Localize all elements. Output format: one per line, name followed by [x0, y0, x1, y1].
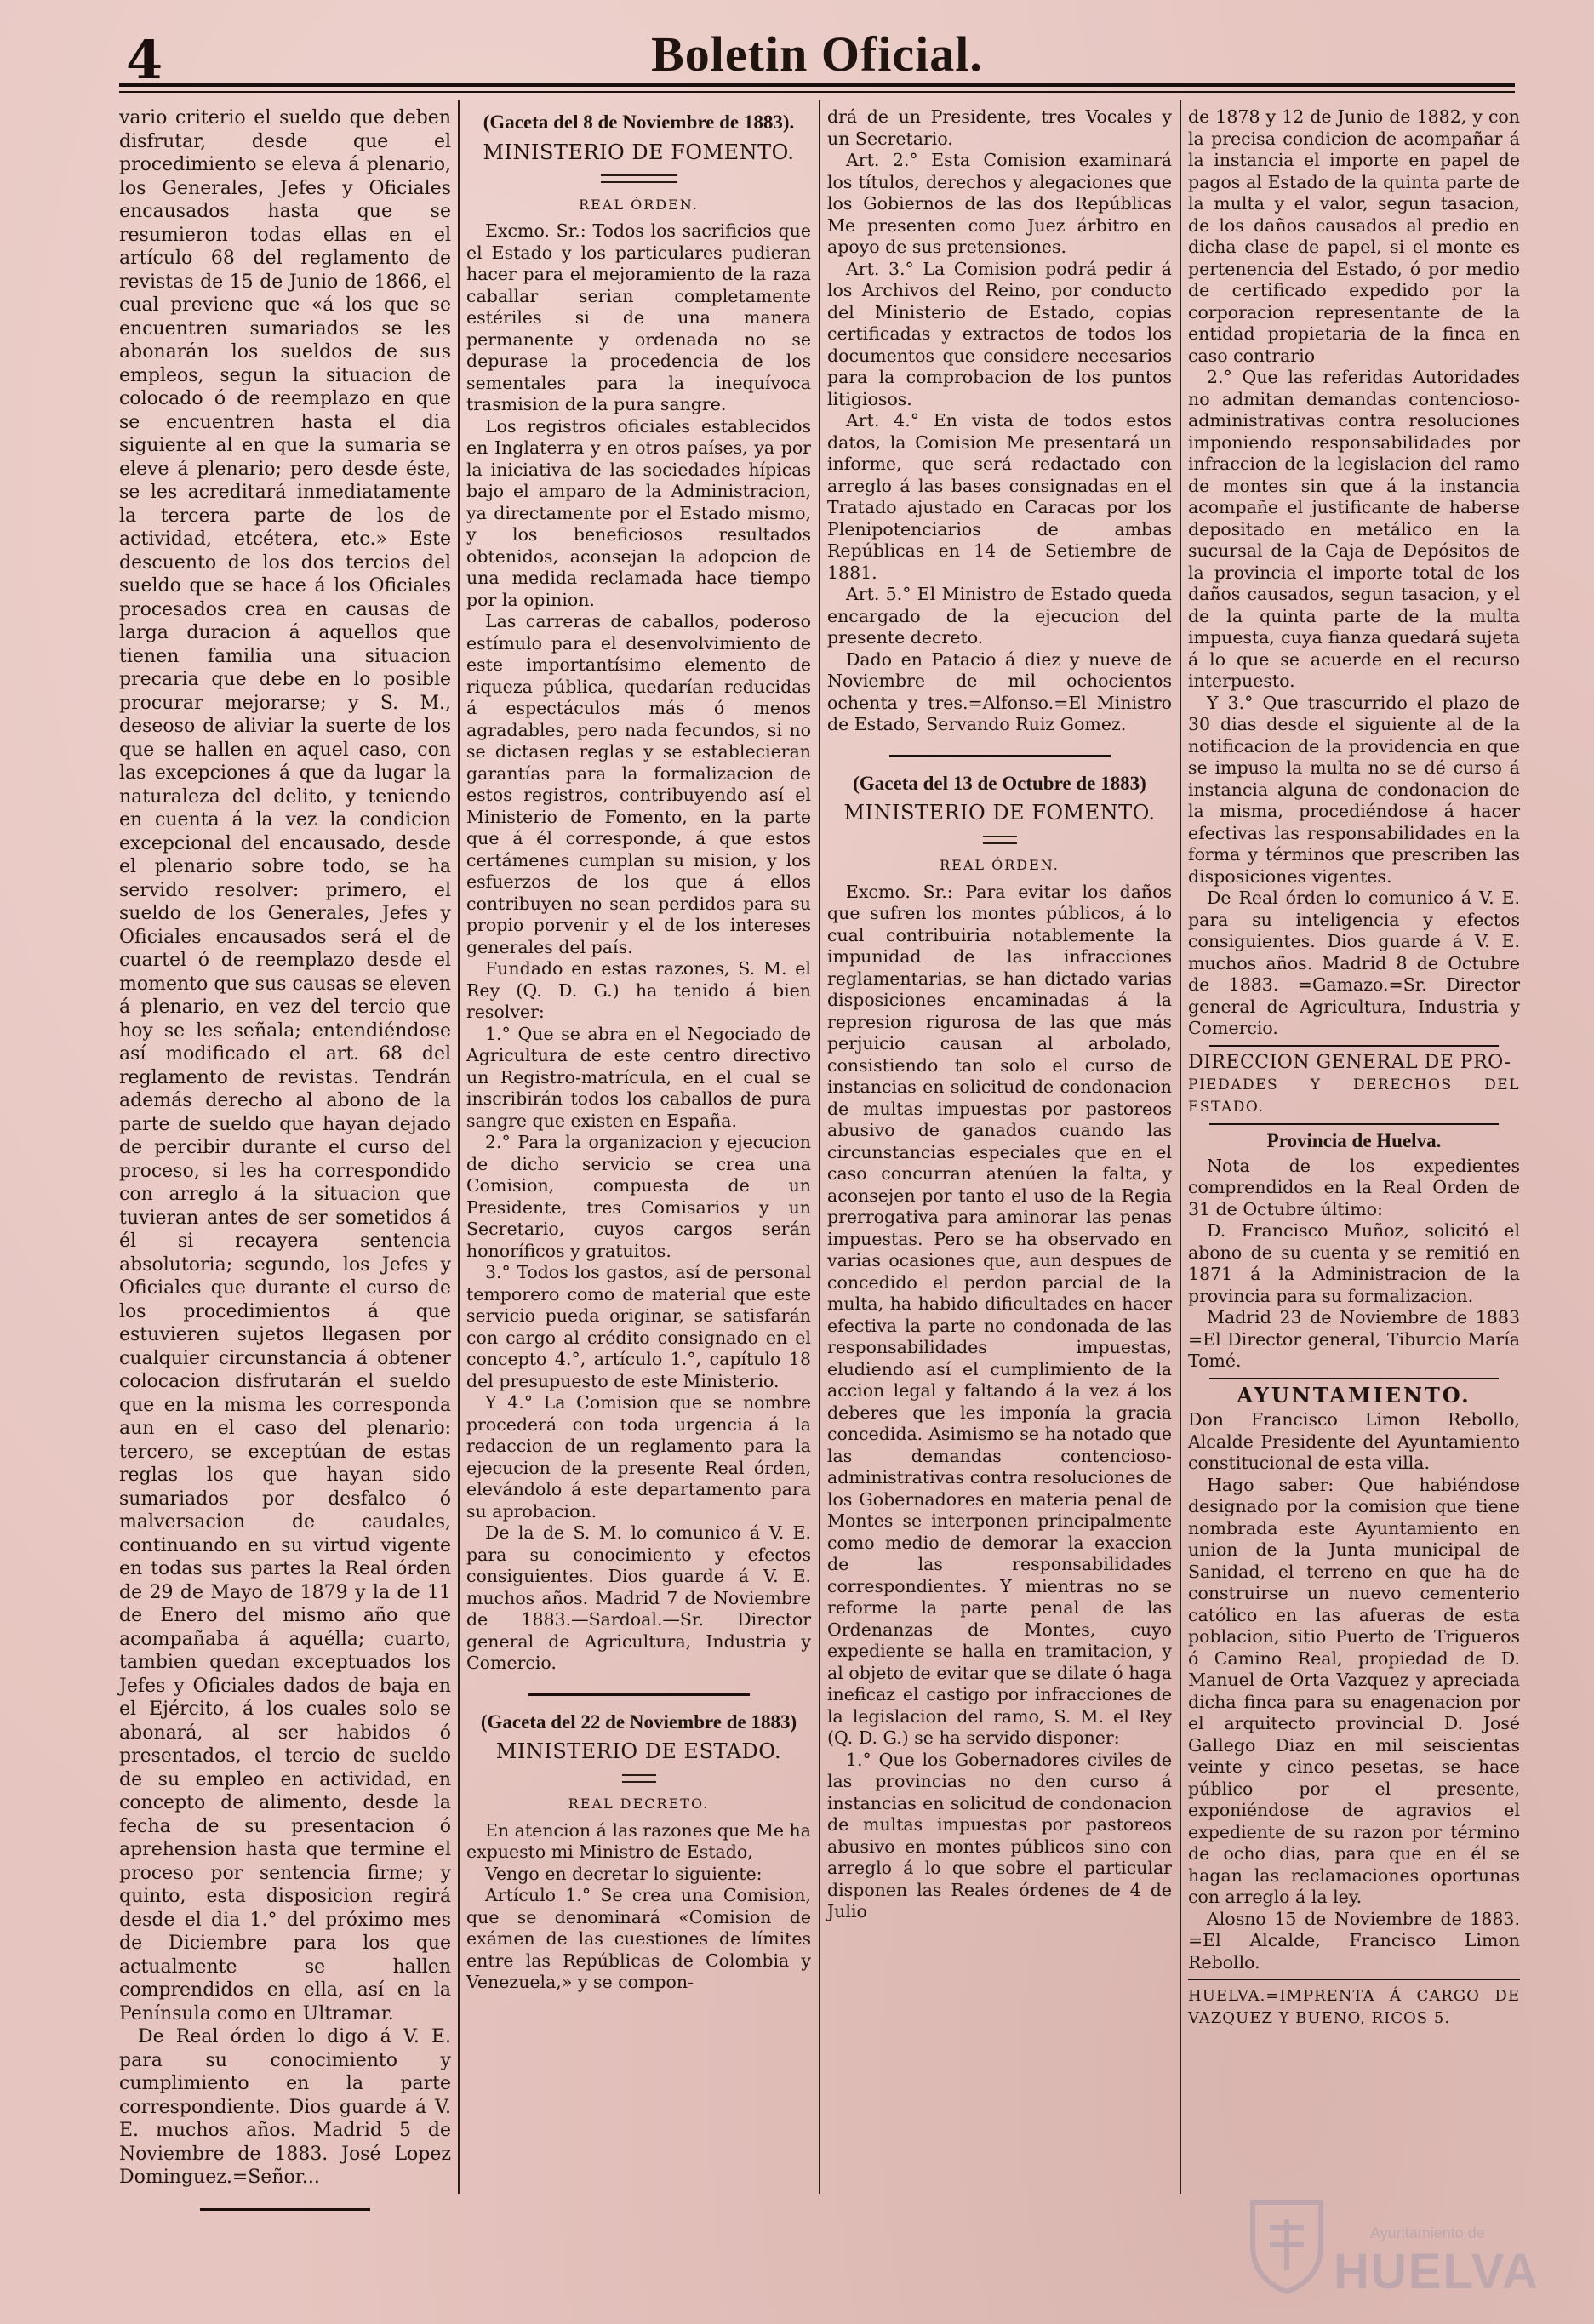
section-subheading: REAL ÓRDEN.	[579, 196, 699, 213]
ornament-rule	[466, 1767, 811, 1789]
paragraph: Madrid 23 de Noviembre de 1883 =El Director general, Tiburcio María Tomé.	[1188, 1307, 1520, 1371]
section-separator	[1209, 1045, 1499, 1047]
ministry-heading: MINISTERIO DE ESTADO.	[495, 1739, 782, 1763]
ornament-rule	[466, 167, 811, 189]
paragraph: Hago saber: Que habiéndose designado por la comision que tiene nombrada este Ayuntamiento en union de la Junta municipal de Sanidad, el terreno en que ha de construirse un nuevo cementerio católico en las afueras de esta poblacion, sitio Puerto de Trigueros ó Camino Real, propiedad de D. Manuel de Orta Vazquez y apreciada dicha finca para su enagenacion por el arquitecto provincial D. José Gallego Diaz en mil seiscientas veinte y cinco pesetas, se hace público por el presente, exponiéndose de agravios el expediente de su razon por término de ocho dias, para que en él se hagan las reclamaciones oportunas con arreglo á la ley.	[1188, 1474, 1520, 1907]
masthead-rule	[119, 83, 1515, 87]
newspaper-title: Boletin Oficial.	[651, 26, 983, 82]
printer-imprint: HUELVA.=IMPRENTA Á CARGO DE VAZQUEZ Y BUENO, RICOS 5.	[1188, 1979, 1520, 2029]
column-1	[119, 106, 451, 2226]
section-separator	[200, 2208, 370, 2211]
paragraph: De Real órden lo comunico á V. E. para su inteligencia y efectos consiguientes. Dios guarde á V. E. muchos años. Madrid 8 de Octubre de 1883. =Gamazo.=Sr. Director general de Agricultura, Industria y Comercio.	[1188, 888, 1520, 1038]
paragraph: Vengo en decretar lo siguiente:	[485, 1863, 763, 1884]
paragraph: De Real órden lo digo á V. E. para su conocimiento y cumplimiento en la parte correspondiente. Dios guarde á V. E. muchos años. Madrid 5 de Noviembre de 1883. José Lopez Dominguez.=Señor...	[119, 2026, 451, 2188]
column-2	[466, 106, 811, 1994]
paragraph: De la de S. M. lo comunico á V. E. para su conocimiento y efectos consiguientes. Dios guarde á V. E. muchos años. Madrid 7 de Noviembre de 1883.—Sardoal.—Sr. Director general de Agricultura, Industria y Comercio.	[466, 1522, 811, 1673]
paragraph: Las carreras de caballos, poderoso estímulo para el desenvolvimiento de este importantísimo elemento de riqueza pública, quedarían reducidas á espectáculos más ó menos agradables, pero nada fecundos, si no se dictasen reglas y se establecieran garantías para la formalizacion de estos registros, contribuyendo así el Ministerio de Fomento, en la parte que á él corresponde, á que estos certámenes cumplan su mision, y los esfuerzos de los que á ellos contribuyen no sean perdidos para su propio porvenir y el de los intereses generales del país.	[466, 611, 811, 957]
section-separator	[528, 1693, 750, 1696]
ministry-heading: MINISTERIO DE FOMENTO.	[843, 801, 1156, 825]
column-3	[827, 106, 1172, 1923]
section-separator	[1209, 1123, 1499, 1125]
coat-of-arms-icon	[1244, 2194, 1329, 2296]
watermark-top-text: Ayuntamiento de	[1370, 2224, 1485, 2241]
ornament-rule	[827, 828, 1172, 850]
paragraph: vario criterio el sueldo que deben disfrutar, desde que el procedimiento se eleva á plenario, los Generales, Jefes y Oficiales encausados hasta que se resumieron todas ellas en el artículo 68 del reglamento de revistas de 15 de Junio de 1866, el cual previene que «á los que se encuentren sumariados se les abonarán los sueldos de sus empleos, segun la situacion de colocado ó de reemplazo en que se encuentren hasta el dia siguiente al en que la sumaria se eleve á plenario; pero desde éste, se les acreditará inmediatamente la tercera parte de los de actividad, etcétera, etc.» Este descuento de los dos tercios del sueldo que se hace á los Oficiales procesados crea en causas de larga duracion á aquellos que tienen familia una situacion precaria que debe en lo posible procurar mejorarse; y S. M., deseoso de aliviar la suerte de los que se hallen en aquel caso, con las excepciones á que da lugar la naturaleza del delito, y teniendo en cuenta á la vez la condicion excepcional del encausado, desde el plenario sobre todo, se ha servido resolver: primero, el sueldo de los Generales, Jefes y Oficiales encausados será el de cuartel ó de reemplazo desde el momento que sus causas se eleven á plenario, en vez del tercio que hoy se les señala; entendiéndose así modificado el art. 68 del reglamento de revistas. Tendrán además derecho al abono de la parte de sueldo que hayan dejado de percibir durante el curso del proceso, si les ha correspondido con arreglo á la situacion que tuvieran antes de ser sometidos á él si recayera sentencia absolutoria; segundo, los Jefes y Oficiales que durante el curso de los procedimientos á que estuvieren sujetos llegasen por cualquier circunstancia á obtener colocacion disfrutarán el sueldo que en la misma les corresponda aun en el caso del plenario: tercero, se exceptúan de estas reglas los que hayan sido sumariados por desfalco ó malversacion de caudales, continuando en su virtud vigente en todas sus partes la Real órden de 29 de Mayo de 1879 y la de 11 de Enero del mismo año que acompañaba á aquélla; cuarto, tambien quedan exceptuados los Jefes y Oficiales dados de baja en el Ejército, á los cuales solo se abonará, al ser habidos ó presentados, el tercio de sueldo de su empleo en actividad, en concepto de alimento, desde la fecha de su presentacion ó aprehension hasta que termine el proceso por sentencia firme; y quinto, esta disposicion regirá desde el dia 1.° del próximo mes de Diciembre para los que actualmente se hallen comprendidos en ella, así en la Península como en Ultramar.	[119, 107, 451, 2024]
section-subheading: PIEDADES Y DERECHOS DEL ESTADO.	[1188, 1076, 1520, 1116]
page-number: 4	[126, 29, 163, 91]
paragraph: 2.° Que las referidas Autoridades no admitan demandas contencioso-administrativas contra resoluciones imponiendo responsabilidades por infraccion de la legislacion del ramo de montes sin que á la instancia acompañe el justificante de haberse depositado en metálico en la sucursal de la Caja de Depósitos de la provincia el importe total de los daños causados, segun tasacion, y el de la quinta parte de la multa impuesta, cuya fianza quedará sujeta á lo que se acuerde en el recurso interpuesto.	[1188, 367, 1520, 691]
gaceta-reference: (Gaceta del 13 de Octubre de 1883)	[853, 772, 1146, 794]
section-subheading: REAL ÓRDEN.	[940, 857, 1060, 873]
section-heading: DIRECCION GENERAL DE PRO-	[1188, 1051, 1511, 1073]
gaceta-reference: (Gaceta del 8 de Noviembre de 1883).	[483, 111, 795, 133]
paragraph: Y 4.° La Comision que se nombre procederá con toda urgencia á la redaccion de un reglamento para la ejecucion de la presente Real órden, elevándolo á este departamento para su aprobacion.	[466, 1392, 811, 1522]
ayuntamiento-heading: AYUNTAMIENTO.	[1237, 1382, 1471, 1408]
gaceta-reference: (Gaceta del 22 de Noviembre de 1883)	[480, 1710, 797, 1733]
paragraph: 3.° Todos los gastos, así de personal temporero como de material que este servicio pueda originar, se satisfarán con cargo al crédito consignado en el concepto 4.°, artículo 1.°, capítulo 18 del presupuesto de este Ministerio.	[466, 1262, 811, 1391]
ministry-heading: MINISTERIO DE FOMENTO.	[483, 140, 795, 164]
paragraph: Don Francisco Limon Rebollo, Alcalde Presidente del Ayuntamiento constitucional de esta villa.	[1188, 1409, 1520, 1473]
paragraph: 1.° Que los Gobernadores civiles de las provincias no den curso á instancias en solicitud de condonacion de multas impuestas por pastoreos abusivo en montes públicos sino con arreglo á lo que sobre el particular disponen las Reales órdenes de 4 de Julio	[827, 1749, 1172, 1921]
paragraph: Dado en Patacio á diez y nueve de Noviembre de mil ochocientos ochenta y tres.=Alfonso.=El Ministro de Estado, Servando Ruiz Gomez.	[827, 648, 1172, 734]
paragraph: Art. 2.° Esta Comision examinará los títulos, derechos y alegaciones que los Gobiernos de las dos Repúblicas Me presenten como Juez árbitro en apoyo de sus pretensiones.	[827, 150, 1172, 257]
paragraph: Y 3.° Que trascurrido el plazo de 30 dias desde el siguiente al de la notificacion de la providencia en que se impuso la multa no se dé curso á instancia alguna de condonacion de la misma, procediéndose á hacer efectivas las responsabilidades en la forma y términos que prescriben las disposiciones vigentes.	[1188, 692, 1520, 887]
province-heading: Provincia de Huelva.	[1266, 1130, 1442, 1151]
paragraph: Fundado en estas razones, S. M. el Rey (Q. D. G.) ha tenido á bien resolver:	[466, 958, 811, 1022]
masthead-rule-thin	[119, 91, 1515, 93]
section-subheading: REAL DECRETO.	[568, 1796, 710, 1812]
paragraph: Artículo 1.° Se crea una Comision, que se denominará «Comision de exámen de las cuestiones de límites entre las Repúblicas de Colombia y Venezuela,» y se compon-	[466, 1885, 811, 1992]
column-divider	[1180, 100, 1181, 2194]
paragraph: Excmo. Sr.: Todos los sacrificios que el Estado y los particulares pudieran hacer para el mejoramiento de la raza caballar serian completamente estériles si de una manera permanente y ordenada no se depurase la procedencia de los sementales para la inequívoca trasmision de la pura sangre.	[466, 220, 811, 414]
column-divider	[458, 100, 460, 2194]
column-divider	[819, 100, 820, 2194]
paragraph: Art. 5.° El Ministro de Estado queda encargado de la ejecucion del presente decreto.	[827, 584, 1172, 648]
paragraph: 2.° Para la organizacion y ejecucion de dicho servicio se crea una Comision, compuesta de un Presidente, tres Comisarios y un Secretario, cuyos cargos serán honoríficos y gratuitos.	[466, 1132, 811, 1261]
section-separator	[889, 755, 1111, 757]
paragraph: Excmo. Sr.: Para evitar los daños que sufren los montes públicos, á lo cual contribuiria notablemente la impunidad de las infracciones reglamentarias, se han dictado varias disposiciones encaminadas á la represion rigurosa de las que más perjuicio causan al arbolado, consistiendo tan solo el curso de instancias en solicitud de condonacion de multas impuestas por pastoreos abusivo de ganados cuando las circunstancias especiales que en el caso concurran atenúen la falta, y aconsejen por tanto el uso de la Regia prerrogativa para aminorar las penas impuestas. Pero se ha observado en varias ocasiones que, aun despues de concedido el perdon parcial de la multa, ha habido dificultades en hacer efectiva la parte no condonada de las responsabilidades impuestas, eludiendo así el cumplimiento de la accion legal y faltando á la vez á los deberes que les imponía la gracia concedida. Asimismo se ha notado que las demandas contencioso-administrativas contra resoluciones de los Gobernadores en materia penal de Montes se interponen principalmente como medio de demorar la exaccion de las responsabilidades correspondientes. Y mientras no se reforme la parte penal de las Ordenanzas de Montes, cuyo expediente se halla en tramitacion, y al objeto de evitar que se dilate ó haga ineficaz el castigo por infracciones de la legislacion del ramo, S. M. el Rey (Q. D. G.) se ha servido disponer:	[827, 881, 1172, 1748]
paragraph: de 1878 y 12 de Junio de 1882, y con la precisa condicion de acompañar á la instancia el importe en papel de pagos al Estado de la quinta parte de la multa y el valor, segun tasacion, de los daños causados al predio en dicha clase de papel, si el monte es pertenencia del Estado, ó por medio de certificado expedido por la corporacion representante de la entidad propietaria de la finca en caso contrario	[1188, 106, 1520, 366]
paragraph: Art. 4.° En vista de todos estos datos, la Comision Me presentará un informe, que será redactado con arreglo á las bases consignadas en el Tratado ajustado en Caracas por los Plenipotenciarios de ambas Repúblicas en 14 de Setiembre de 1881.	[827, 410, 1172, 583]
section-separator	[1209, 1378, 1499, 1379]
paragraph: En atencion á las razones que Me ha expuesto mi Ministro de Estado,	[466, 1819, 811, 1862]
paragraph: Los registros oficiales establecidos en Inglaterra y en otros países, ya por la iniciativa de las sociedades hípicas bajo el amparo de la Administracion, ya directamente por el Estado mismo, y los beneficiosos resultados obtenidos, aconsejan la adopcion de una medida reclamada hace tiempo por la opinion.	[466, 415, 811, 610]
paragraph: Art. 3.° La Comision podrá pedir á los Archivos del Reino, por conducto del Ministerio de Estado, copias certificadas y extractos de todos los documentos que considere necesarios para la comprobacion de los puntos litigiosos.	[827, 258, 1172, 409]
column-4	[1188, 106, 1520, 2029]
paragraph: drá de un Presidente, tres Vocales y un Secretario.	[827, 106, 1172, 149]
paragraph: Nota de los expedientes comprendidos en la Real Orden de 31 de Octubre último:	[1188, 1155, 1520, 1219]
archive-watermark	[1244, 2194, 1540, 2304]
paragraph: Alosno 15 de Noviembre de 1883. =El Alcalde, Francisco Limon Rebollo.	[1188, 1908, 1520, 1973]
paragraph: 1.° Que se abra en el Negociado de Agricultura de este centro directivo un Registro-matrícula, en el cual se inscribirán todos los caballos de pura sangre que existen en España.	[466, 1023, 811, 1131]
masthead	[119, 19, 1515, 91]
watermark-main-text: HUELVA	[1334, 2244, 1540, 2299]
paragraph: D. Francisco Muñoz, solicitó el abono de su cuenta y se remitió en 1871 á la Administracion de la provincia para su formalizacion.	[1188, 1220, 1520, 1306]
